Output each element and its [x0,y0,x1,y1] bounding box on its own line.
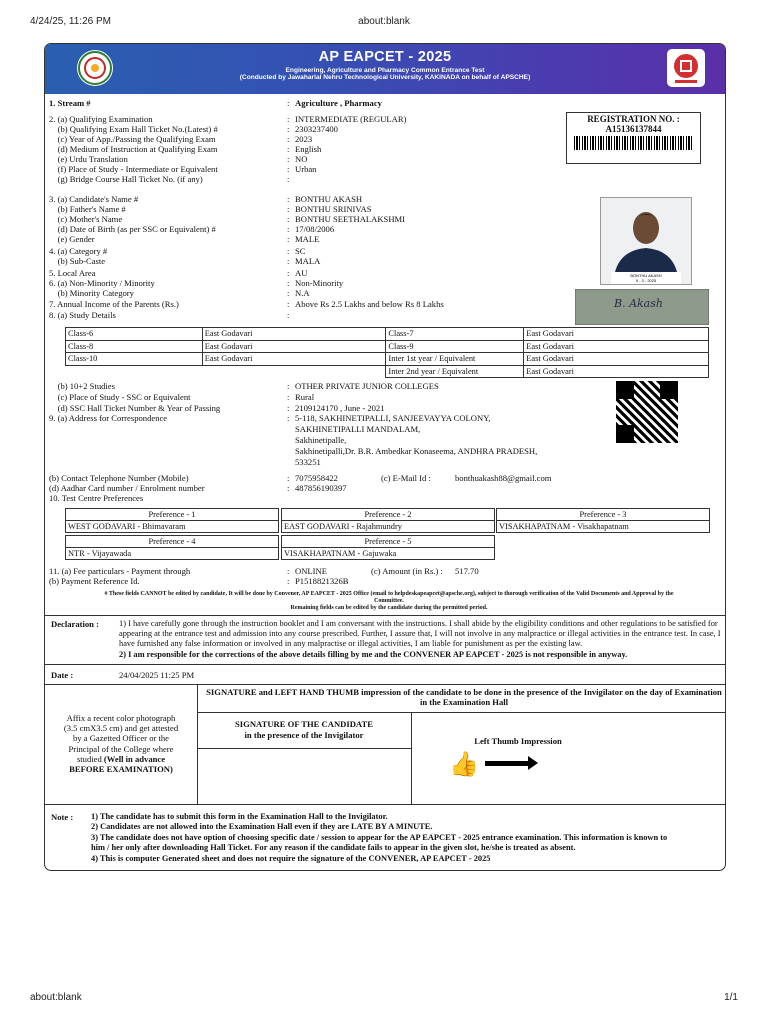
field-value: MALE [295,234,320,244]
registration-box [566,112,701,164]
browser-print-footer [30,992,738,1006]
field-value: MALA [295,256,321,266]
table-cell: Class-8 [66,340,203,353]
preference-2-value: EAST GODAVARI - Rajahmundry [284,522,402,531]
note-item: 2) Candidates are not allowed into the Examination Hall even if they are LATE BY A MINUTE. [91,822,433,832]
test-centre-label: 10. Test Centre Preferences [49,493,144,503]
registration-label: REGISTRATION NO. : [587,114,680,124]
note-item: 4) This is computer Generated sheet and does not require the signature of the CONVENER, AP EAPCET - 2025 [91,853,491,863]
table-cell: East Godavari [202,328,386,341]
colon: : [287,204,290,214]
table-row [66,328,709,341]
colon: : [287,114,290,124]
divider [45,615,725,616]
declaration-body [119,619,725,660]
preference-4-title: Preference - 4 [66,536,278,548]
thumbs-up-icon: 👍 [449,752,479,778]
browser-print-header [30,16,738,30]
colon: : [287,413,290,423]
field-value: Non-Minority [295,278,344,288]
divider [197,712,725,713]
field-label: (d) SSC Hall Ticket Number & Year of Passing [49,403,221,413]
registration-number: A15136137844 [605,124,662,134]
divider [197,684,198,804]
colon: : [287,98,290,108]
field-value: Above Rs 2.5 Lakhs and below Rs 8 Lakhs [295,299,444,309]
photo-attest-instructions [45,713,197,774]
colon: : [287,288,290,298]
field-label: (b) 10+2 Studies [49,381,115,391]
field-label: (e) Gender [49,234,95,244]
declaration-point-2: 2) I am responsible for the corrections of the above details filling by me and the CONVENER AP EAPCET - 2025 is not responsible in anyway. [119,649,628,659]
affix-advance: (Well in advance [103,753,166,764]
colon: : [287,144,290,154]
fee-mode: ONLINE [295,566,327,576]
field-value: Agriculture , Pharmacy [295,98,382,108]
colon: : [287,134,290,144]
field-value: English [295,144,322,154]
divider [45,684,725,685]
preference-1 [65,508,279,533]
table-cell: East Godavari [202,340,386,353]
signature-title: SIGNATURE OF THE CANDIDATE [235,719,373,729]
field-value: OTHER PRIVATE JUNIOR COLLEGES [295,381,439,391]
qr-code-icon [616,381,678,443]
photo-caption: BONTHU AKASH [630,273,662,278]
colon: : [287,174,290,184]
field-label: (c) Mother's Name [49,214,123,224]
signature-text: B. Akash [614,297,663,310]
exam-title: AP EAPCET - 2025 [318,49,452,65]
colon: : [287,164,290,174]
colon: : [287,403,290,413]
arrow-right-icon [485,761,529,766]
candidate-photo [600,197,692,285]
preference-4-value: NTR - Vijayawada [68,549,132,558]
colon: : [287,214,290,224]
field-value: 2109124170 , June - 2021 [295,403,385,413]
table-row [66,353,709,366]
colon: : [287,268,290,278]
disclaimer-line-2: Committee. [374,598,404,604]
colon: : [287,576,290,586]
field-label: 7. Annual Income of the Parents (Rs.) [49,299,179,309]
field-label: 9. (a) Address for Correspondence [49,413,168,423]
field-value: 2023 [295,134,313,144]
field-label: 8. (a) Study Details [49,310,116,320]
print-page-title: about:blank [358,16,410,27]
field-label: (c) Year of App./Passing the Qualifying Exam [49,134,216,144]
apsche-logo-icon [667,49,705,87]
colon: : [287,392,290,402]
thumb-title: Left Thumb Impression [474,736,562,746]
field-value: N.A [295,288,310,298]
field-value: 2303237400 [295,124,338,134]
declaration-point-1: 1) I have carefully gone through the instruction booklet and I am conversant with the instructions. I shall abide by the eligibility conditions and other regulations to be satisfied for appearing at the entrance test and admission into any course prescribed. Further, I assure that, I will not involve in any malpractice or illegal activities in the entrance test. In case, I have furnished any false information or involved in any malpractise or illegal activities, I am liable for punishment as per the existing law. [119,619,721,649]
table-cell: Inter 1st year / Equivalent [386,353,524,366]
colon: : [287,278,290,288]
affix-line: BEFORE EXAMINATION) [69,764,173,775]
barcode-icon [574,136,694,150]
field-value: AU [295,268,308,278]
note-item: 3) The candidate does not have option of choosing specific date / session to appear for the AP EAPCET - 2025 entrance examination. This information is known to [91,832,668,842]
divider [45,664,725,665]
note-item: him / her only after downloading Hall Ticket. For any reason if the candidate fails to appear in the given slot, he/she is treated as absent. [91,843,576,853]
colon: : [287,473,290,483]
table-cell: Class-7 [386,328,524,341]
note-label: Note : [51,812,74,822]
preference-1-value: WEST GODAVARI - Bhimavaram [68,522,186,531]
affix-line: Affix a recent color photograph [66,713,176,723]
signature-instructions: SIGNATURE and LEFT HAND THUMB impression of the candidate to be done in the presence of the Invigilator on the day of Examination in the Examination Hall [206,687,722,707]
table-cell: Class-6 [66,328,203,341]
table-row [66,340,709,353]
colon: : [287,194,290,204]
payment-ref-label: (b) Payment Reference Id. [49,576,140,586]
field-label: 2. (a) Qualifying Examination [49,114,153,124]
field-label: (g) Bridge Course Hall Ticket No. (if any) [49,174,203,184]
table-cell: Class-10 [66,353,203,366]
application-form [44,43,726,871]
disclaimer-line-1: # These fields CANNOT be edited by candidate, It will be done by Convener, AP EAPCET - 2025 Office (email to helpdeskapeapcet@apsche.org), subject to thorough verification of the Valid Documents and Approval by the [104,591,674,597]
address-line: Sakhinetipalli,Dr. B.R. Ambedkar Konaseema, ANDHRA PRADESH, [295,446,538,456]
field-value: 17/08/2006 [295,224,335,234]
divider [411,712,412,804]
preference-5-title: Preference - 5 [282,536,494,548]
field-label: (f) Place of Study - Intermediate or Equivalent [49,164,218,174]
amount-label: (c) Amount (in Rs.) : [371,566,443,576]
preference-3-title: Preference - 3 [497,509,709,521]
email-value: bonthuakash88@gmail.com [455,473,552,483]
preference-3 [496,508,710,533]
candidate-signature [575,289,709,325]
table-cell [66,365,203,378]
table-row [66,365,709,378]
field-label: (d) Medium of Instruction at Qualifying Exam [49,144,218,154]
field-label: (e) Urdu Translation [49,154,128,164]
table-cell [202,365,386,378]
field-value: BONTHU AKASH [295,194,363,204]
field-value: Rural [295,392,315,402]
field-label: 5. Local Area [49,268,96,278]
preference-1-title: Preference - 1 [66,509,278,521]
field-label: (d) Date of Birth (as per SSC or Equivalent) # [49,224,216,234]
field-label: (c) Place of Study - SSC or Equivalent [49,392,191,402]
field-value: 5-118, SAKHINETIPALLI, SANJEEVAYYA COLONY, [295,413,491,423]
divider [45,804,725,805]
preference-3-value: VISAKHAPATNAM - Visakhapatnam [499,522,629,531]
university-logo-icon [77,50,113,86]
preference-5-value: VISAKHAPATNAM - Gajuwaka [284,549,397,558]
field-value: BONTHU SEETHALAKSHMI [295,214,406,224]
date-value: 24/04/2025 11:25 PM [119,670,195,680]
address-line: SAKHINETIPALLI MANDALAM, [295,424,421,434]
table-cell: Class-9 [386,340,524,353]
preference-4 [65,535,279,560]
colon: : [287,310,290,320]
payment-ref-value: P1518821326B [295,576,349,586]
header-banner [45,44,725,94]
preference-5 [281,535,495,560]
table-cell: East Godavari [524,365,709,378]
table-cell: East Godavari [524,353,709,366]
colon: : [287,154,290,164]
table-cell: East Godavari [524,328,709,341]
colon: : [287,234,290,244]
exam-subtitle: Engineering, Agriculture and Pharmacy Common Entrance Test [285,67,485,74]
address-line: 533251 [295,457,321,467]
affix-line: by a Gazetted Officer or the [73,733,169,744]
colon: : [287,381,290,391]
colon: : [287,483,290,493]
phone-value: 7075958422 [295,473,338,483]
print-datetime: 4/24/25, 11:26 PM [30,16,111,27]
field-label: 4. (a) Category # [49,246,108,256]
notes-list [91,812,667,864]
colon: : [287,566,290,576]
colon: : [287,224,290,234]
phone-label: (b) Contact Telephone Number (Mobile) [49,473,189,483]
conducted-by: (Conducted by Jawaharlal Nehru Technological University, KAKINADA on behalf of APSCHE) [239,74,531,81]
aadhar-value: 487856190397 [295,483,347,493]
field-value: NO [295,154,308,164]
date-label: Date : [51,670,74,680]
preference-2 [281,508,495,533]
field-label: (b) Minority Category [49,288,134,298]
colon: : [287,299,290,309]
preference-2-title: Preference - 2 [282,509,494,521]
affix-line [45,754,197,764]
colon: : [287,256,290,266]
fee-label: 11. (a) Fee particulars - Payment through [49,566,191,576]
disclaimer-line-3: Remaining fields can be edited by the candidate during the permitted period. [290,605,488,611]
aadhar-label: (d) Aadhar Card number / Enrolment number [49,483,205,493]
print-page-number: 1/1 [724,992,738,1003]
field-label: (b) Sub-Caste [49,256,106,266]
study-details-table [65,327,709,378]
table-cell: East Godavari [524,340,709,353]
field-value: BONTHU SRINIVAS [295,204,372,214]
colon: : [287,246,290,256]
field-label: 6. (a) Non-Minority / Minority [49,278,155,288]
signature-subtitle: in the presence of the Invigilator [244,730,364,740]
divider [197,748,411,749]
field-label: (b) Father's Name # [49,204,126,214]
field-value: Urban [295,164,317,174]
field-value: INTERMEDIATE (REGULAR) [295,114,407,124]
note-item: 1) The candidate has to submit this form in the Examination Hall to the Invigilator. [91,812,388,821]
print-footer-url: about:blank [30,992,82,1003]
affix-line: (3.5 cmX3.5 cm) and get attested [63,723,179,734]
table-cell: East Godavari [202,353,386,366]
amount-value: 517.70 [455,566,479,576]
affix-studied: studied [76,753,102,764]
table-cell: Inter 2nd year / Equivalent [386,365,524,378]
field-value: SC [295,246,306,256]
field-label: (b) Qualifying Exam Hall Ticket No.(Latest) # [49,124,218,134]
field-label: 1. Stream # [49,98,91,108]
colon: : [287,124,290,134]
declaration-label: Declaration : [51,619,99,629]
email-label: (c) E-Mail Id : [381,473,431,483]
photo-date: 9 - 3 - 2025 [635,278,657,283]
address-line: Sakhinetipalle, [295,435,347,445]
field-label: 3. (a) Candidate's Name # [49,194,139,204]
affix-line: Principal of the College where [68,743,174,754]
